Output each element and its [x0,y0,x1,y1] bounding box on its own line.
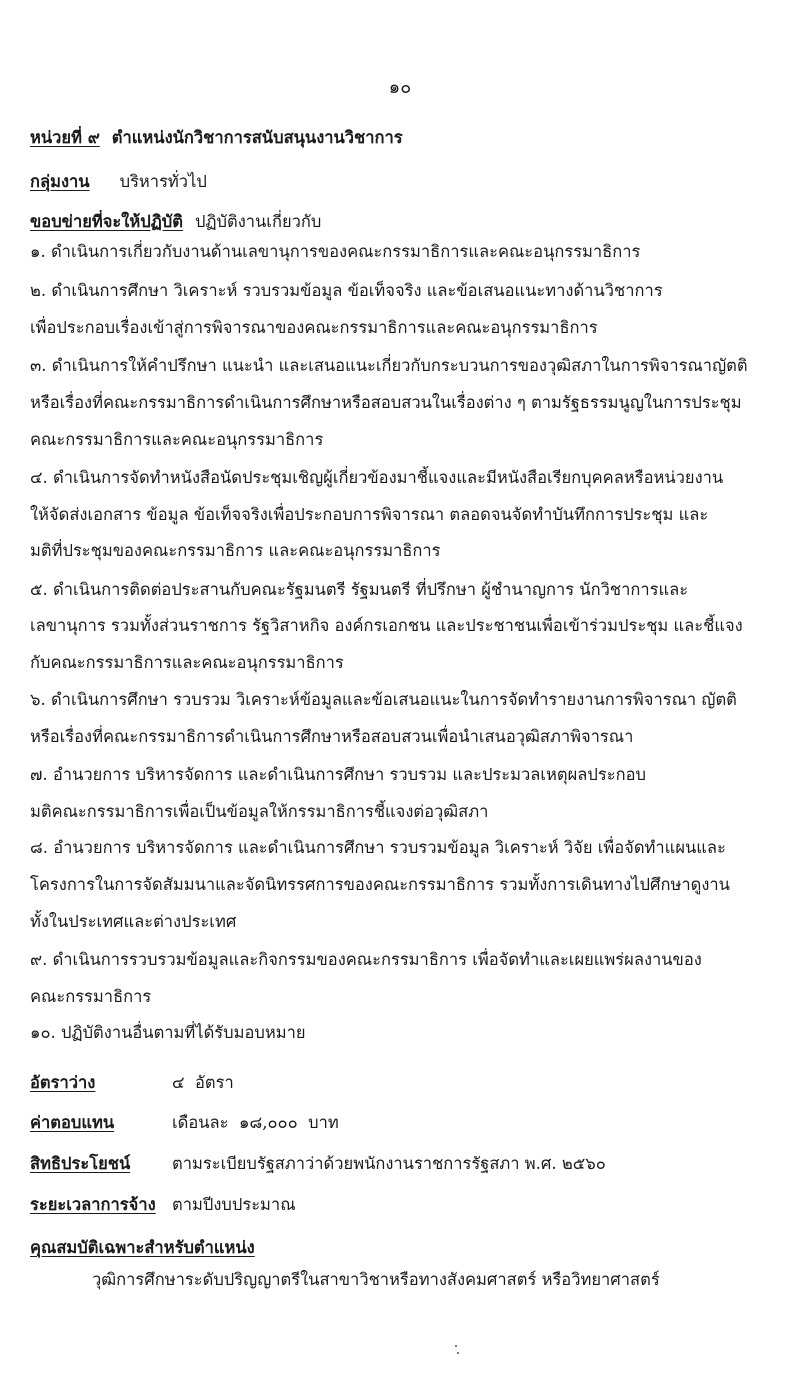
duty-line: ๔. ดำเนินการจัดทำหนังสือนัดประชุมเชิญผู้เกี่ยวข้องมาชี้แจงและมีหนังสือเรียกบุคคลหรือหน่วยงาน [30,468,724,487]
work-group-row [30,170,780,194]
duty-line: ๕. ดำเนินการติดต่อประสานกับคณะรัฐมนตรี รัฐมนตรี ที่ปรึกษา ผู้ชำนาญการ นักวิชาการและ [30,580,689,599]
duty-line: ๑๐. ปฏิบัติงานอื่นตามที่ได้รับมอบหมาย [30,1023,306,1042]
duty-line: เพื่อประกอบเรื่องเข้าสู่การพิจารณาของคณะกรรมาธิการและคณะอนุกรรมาธิการ [30,318,598,337]
duty-line: ๑. ดำเนินการเกี่ยวกับงานด้านเลขานุการของคณะกรรมาธิการและคณะอนุกรรมาธิการ [30,242,641,261]
duty-line: โครงการในการจัดสัมมนาและจัดนิทรรศการของคณะกรรมาธิการ รวมทั้งการเดินทางไปศึกษาดูงาน [30,875,730,894]
detail-value: เดือนละ ๑๘,๐๐๐ บาท [172,1113,339,1132]
duty-line: มติที่ประชุมของคณะกรรมาธิการ และคณะอนุกรรมาธิการ [30,541,441,560]
unit-position: ตำแหน่งนักวิชาการสนับสนุนงานวิชาการ [111,128,403,147]
duty-line: เลขานุการ รวมทั้งส่วนราชการ รัฐวิสาหกิจ องค์กรเอกชน และประชาชนเพื่อเข้าร่วมประชุม และชี้แจง [30,616,743,635]
duty-line: ๘. อำนวยการ บริหารจัดการ และดำเนินการศึกษา รวบรวมข้อมูล วิเคราะห์ วิจัย เพื่อจัดทำแผนและ [30,838,726,857]
duty-line: กับคณะกรรมาธิการและคณะอนุกรรมาธิการ [30,653,344,672]
duty-line: ๒. ดำเนินการศึกษา วิเคราะห์ รวบรวมข้อมูล ข้อเท็จจริง และข้อเสนอแนะทางด้านวิชาการ [30,281,663,300]
duty-line: หรือเรื่องที่คณะกรรมาธิการดำเนินการศึกษาหรือสอบสวนเพื่อนำเสนอวุฒิสภาพิจารณา [30,727,634,746]
detail-label: อัตราว่าง [30,1073,96,1092]
work-group-value: บริหารทั่วไป [119,172,207,191]
duty-line: มติคณะกรรมาธิการเพื่อเป็นข้อมูลให้กรรมาธิการชี้แจงต่อวุฒิสภา [30,802,489,821]
detail-row-benefits [30,1152,780,1176]
detail-row-salary [30,1111,780,1135]
scope-value: ปฏิบัติงานเกี่ยวกับ [194,212,322,231]
detail-value: ตามปีงบประมาณ [172,1195,296,1214]
qualification-value: วุฒิการศึกษาระดับปริญญาตรีในสาขาวิชาหรือทางสังคมศาสตร์ หรือวิทยาศาสตร์ [92,1270,660,1289]
duty-line: ๙. ดำเนินการรวบรวมข้อมูลและกิจกรรมของคณะกรรมาธิการ เพื่อจัดทำและเผยแพร่ผลงานของ [30,950,702,969]
qualification-heading [30,1236,780,1260]
detail-row-employment-period [30,1193,780,1217]
detail-label: สิทธิประโยชน์ [30,1154,131,1173]
duty-line: ให้จัดส่งเอกสาร ข้อมูล ข้อเท็จจริงเพื่อประกอบการพิจารณา ตลอดจนจัดทำบันทึกการประชุม และ [30,505,709,524]
duty-line: หรือเรื่องที่คณะกรรมาธิการดำเนินการศึกษาหรือสอบสวนในเรื่องต่าง ๆ ตามรัฐธรรมนูญในการประชุม [30,393,742,412]
unit-label: หน่วยที่ ๙ [30,128,100,147]
duty-line: ทั้งในประเทศและต่างประเทศ [30,912,237,931]
scan-speck [457,1352,459,1354]
scope-label: ขอบข่ายที่จะให้ปฏิบัติ [30,212,183,231]
page-number: ๑๐ [388,77,412,98]
duty-line: ๓. ดำเนินการให้คำปรึกษา แนะนำ และเสนอแนะเกี่ยวกับกระบวนการของวุฒิสภาในการพิจารณาญัตติ [30,356,748,375]
detail-value: ตามระเบียบรัฐสภาว่าด้วยพนักงานราชการรัฐสภา พ.ศ. ๒๕๖๐ [172,1154,606,1173]
detail-row-vacancy [30,1071,780,1095]
duty-line: คณะกรรมาธิการและคณะอนุกรรมาธิการ [30,430,324,449]
scope-row [30,210,780,234]
detail-label: ระยะเวลาการจ้าง [30,1195,156,1214]
duty-line: คณะกรรมาธิการ [30,987,152,1006]
detail-label: ค่าตอบแทน [30,1113,115,1132]
duty-line: ๗. อำนวยการ บริหารจัดการ และดำเนินการศึกษา รวบรวม และประมวลเหตุผลประกอบ [30,765,646,784]
detail-value: ๔ อัตรา [172,1073,234,1092]
unit-heading [30,126,780,150]
qualification-label: คุณสมบัติเฉพาะสำหรับตำแหน่ง [30,1238,255,1257]
duty-line: ๖. ดำเนินการศึกษา รวบรวม วิเคราะห์ข้อมูลและข้อเสนอแนะในการจัดทำรายงานการพิจารณา ญัตติ [30,690,737,709]
work-group-label: กลุ่มงาน [30,172,90,191]
scan-speck [455,1345,457,1347]
